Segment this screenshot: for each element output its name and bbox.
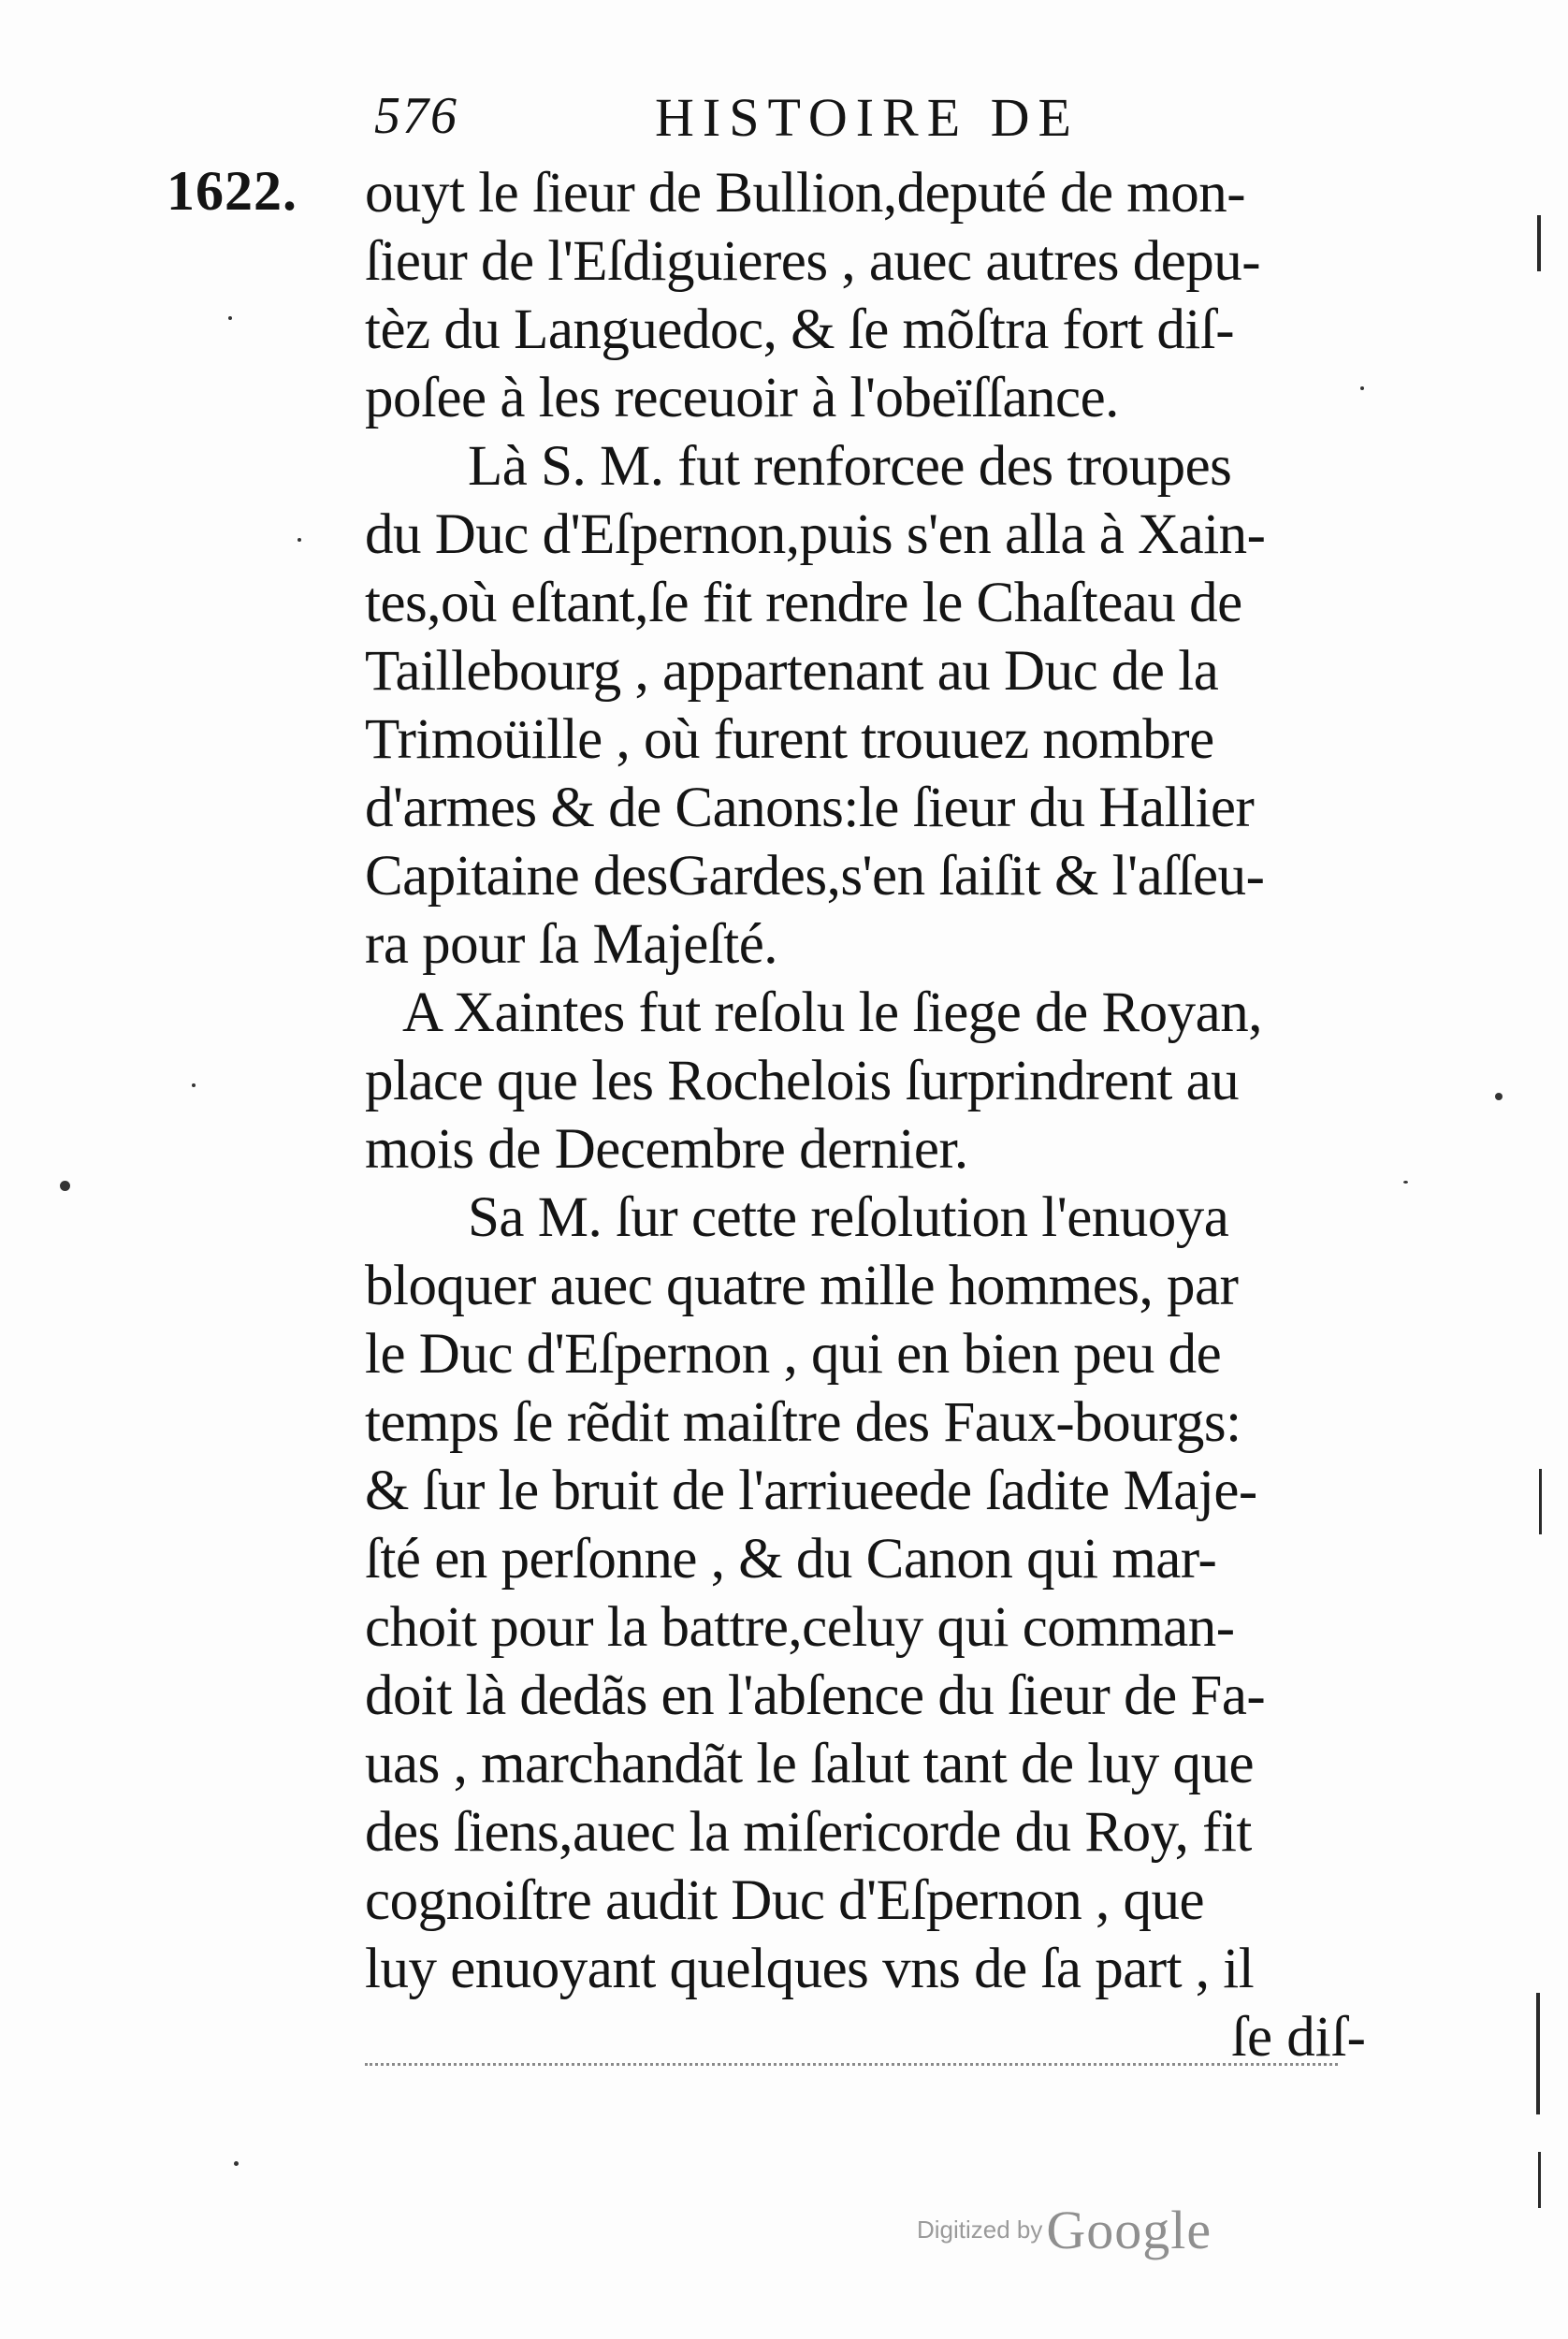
gutter-mark xyxy=(1539,1469,1542,1534)
text-line: le Duc d'Eſpernon , qui en bien peu de xyxy=(365,1323,1222,1386)
ink-speck xyxy=(1495,1093,1503,1100)
ink-speck xyxy=(234,2161,239,2166)
paragraph-start-line: Sa M. ſur cette reſolution l'enuoya xyxy=(468,1186,1229,1249)
text-line: temps ſe rẽdit maiſtre des Faux-bourgs: xyxy=(365,1391,1241,1454)
text-line: Capitaine desGardes,s'en ſaiſit & l'aſſeu- xyxy=(365,845,1265,908)
text-line: ſté en perſonne , & du Canon qui mar- xyxy=(365,1528,1217,1591)
page-header xyxy=(374,86,1254,161)
text-line: luy enuoyant quelques vns de ſa part , il xyxy=(365,1938,1255,2000)
gutter-mark xyxy=(1536,1993,1540,2114)
watermark-prefix: Digitized by xyxy=(917,2216,1043,2244)
text-line: d'armes & de Canons:le ſieur du Hallier xyxy=(365,777,1255,839)
text-line: Taillebourg , appartenant au Duc de la xyxy=(365,640,1219,703)
text-line: ra pour ſa Majeſté. xyxy=(365,913,778,976)
google-logo: Google xyxy=(1046,2200,1212,2260)
text-line: place que les Rochelois ſurprindrent au xyxy=(365,1050,1240,1112)
text-line: choit pour la battre,celuy qui comman- xyxy=(365,1596,1235,1659)
dotted-rule xyxy=(365,2063,1338,2066)
text-line: mois de Decembre dernier. xyxy=(365,1118,968,1181)
catchword: ſe diſ- xyxy=(1231,2006,1366,2069)
gutter-mark xyxy=(1537,215,1541,271)
ink-speck xyxy=(1403,1181,1408,1184)
text-line: tèz du Languedoc, & ſe mõſtra fort diſ- xyxy=(365,298,1235,361)
page-number: 576 xyxy=(374,87,458,145)
ink-speck xyxy=(298,538,301,542)
body-text xyxy=(365,159,1394,2071)
text-line: uas , marchandãt le ſalut tant de luy que xyxy=(365,1733,1255,1795)
text-line: cognoiſtre audit Duc d'Eſpernon , que xyxy=(365,1869,1205,1932)
text-line: ſieur de l'Eſdiguieres , auec autres depu- xyxy=(365,230,1261,293)
text-line: poſee à les receuoir à l'obeïſſance. xyxy=(365,367,1119,429)
gutter-mark xyxy=(1538,2152,1541,2208)
running-title: HISTOIRE DE xyxy=(655,87,1080,148)
text-line: Trimoüille , où furent trouuez nombre xyxy=(365,708,1214,771)
ink-speck xyxy=(60,1181,70,1191)
text-line: doit là dedãs en l'abſence du ſieur de Fa- xyxy=(365,1664,1266,1727)
ink-speck xyxy=(1360,386,1364,390)
paragraph-start-line: A Xaintes fut reſolu le ſiege de Royan, xyxy=(402,981,1262,1044)
text-line: du Duc d'Eſpernon,puis s'en alla à Xain- xyxy=(365,503,1266,566)
text-line: & ſur le bruit de l'arriueede ſadite Maje- xyxy=(365,1460,1257,1522)
text-line: ouyt le ſieur de Bullion,deputé de mon- xyxy=(365,162,1246,225)
paragraph-start-line: Là S. M. fut renforcee des troupes xyxy=(468,435,1232,498)
text-line: des ſiens,auec la miſericorde du Roy, fit xyxy=(365,1801,1252,1864)
text-line: tes,où eſtant,ſe fit rendre le Chaſteau de xyxy=(365,572,1242,634)
text-line: bloquer auec quatre mille hommes, par xyxy=(365,1255,1239,1317)
digitized-watermark xyxy=(917,2199,1212,2264)
margin-year: 1622. xyxy=(167,160,298,222)
ink-speck xyxy=(228,316,232,320)
ink-speck xyxy=(192,1083,196,1087)
